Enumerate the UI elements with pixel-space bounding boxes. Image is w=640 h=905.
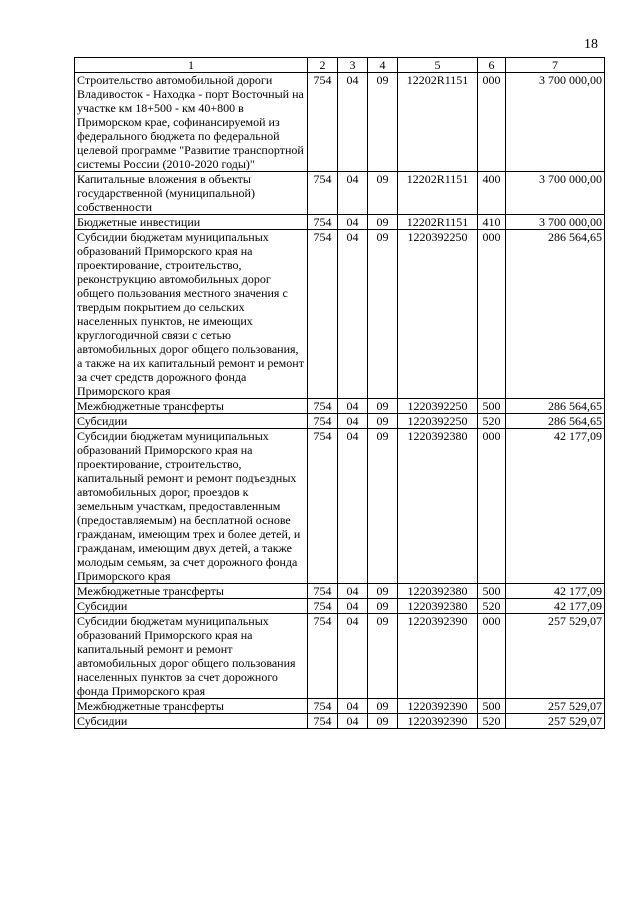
cell-target-article: 1220392250 — [398, 399, 478, 414]
cell-amount: 257 529,07 — [506, 699, 605, 714]
cell-expense-type: 000 — [478, 73, 506, 172]
cell-amount: 257 529,07 — [506, 614, 605, 699]
cell-subsection: 09 — [368, 429, 398, 584]
cell-expense-type: 500 — [478, 399, 506, 414]
cell-ministry: 754 — [308, 699, 338, 714]
cell-amount: 3 700 000,00 — [506, 215, 605, 230]
page-number: 18 — [584, 37, 598, 52]
cell-target-article: 1220392250 — [398, 230, 478, 399]
column-header: 2 — [308, 58, 338, 73]
cell-target-article: 1220392250 — [398, 414, 478, 429]
cell-subsection: 09 — [368, 230, 398, 399]
row-name: Субсидии — [75, 599, 308, 614]
row-name: Межбюджетные трансферты — [75, 399, 308, 414]
cell-amount: 286 564,65 — [506, 399, 605, 414]
cell-expense-type: 520 — [478, 414, 506, 429]
cell-subsection: 09 — [368, 172, 398, 215]
cell-expense-type: 520 — [478, 599, 506, 614]
cell-subsection: 09 — [368, 215, 398, 230]
cell-expense-type: 410 — [478, 215, 506, 230]
cell-section: 04 — [338, 215, 368, 230]
cell-amount: 257 529,07 — [506, 714, 605, 729]
cell-target-article: 1220392380 — [398, 599, 478, 614]
cell-section: 04 — [338, 429, 368, 584]
cell-expense-type: 400 — [478, 172, 506, 215]
cell-ministry: 754 — [308, 215, 338, 230]
cell-section: 04 — [338, 584, 368, 599]
cell-subsection: 09 — [368, 614, 398, 699]
cell-amount: 42 177,09 — [506, 429, 605, 584]
table-row — [75, 172, 605, 215]
row-name: Бюджетные инвестиции — [75, 215, 308, 230]
cell-section: 04 — [338, 230, 368, 399]
cell-subsection: 09 — [368, 399, 398, 414]
cell-ministry: 754 — [308, 172, 338, 215]
cell-subsection: 09 — [368, 73, 398, 172]
cell-section: 04 — [338, 714, 368, 729]
cell-ministry: 754 — [308, 599, 338, 614]
cell-amount: 42 177,09 — [506, 599, 605, 614]
cell-expense-type: 500 — [478, 584, 506, 599]
table-row — [75, 429, 605, 584]
cell-subsection: 09 — [368, 599, 398, 614]
cell-ministry: 754 — [308, 429, 338, 584]
table-row — [75, 215, 605, 230]
cell-expense-type: 520 — [478, 714, 506, 729]
row-name: Строительство автомобильной дороги Владивосток - Находка - порт Восточный на участке км 18+500 - км 40+800 в Приморском крае, софинансируемой из федерального бюджета по федеральной целевой программе "Развитие транспортной системы России (2010-2020 годы)" — [75, 73, 308, 172]
row-name: Капитальные вложения в объекты государственной (муниципальной) собственности — [75, 172, 308, 215]
cell-section: 04 — [338, 172, 368, 215]
cell-target-article: 12202R1151 — [398, 73, 478, 172]
cell-target-article: 1220392380 — [398, 429, 478, 584]
cell-target-article: 1220392390 — [398, 614, 478, 699]
column-header: 3 — [338, 58, 368, 73]
cell-amount: 286 564,65 — [506, 230, 605, 399]
table-row — [75, 230, 605, 399]
column-header: 7 — [506, 58, 605, 73]
cell-ministry: 754 — [308, 399, 338, 414]
cell-target-article: 12202R1151 — [398, 172, 478, 215]
cell-section: 04 — [338, 399, 368, 414]
table-row — [75, 399, 605, 414]
cell-amount: 42 177,09 — [506, 584, 605, 599]
table-row — [75, 614, 605, 699]
table-row — [75, 414, 605, 429]
column-header: 4 — [368, 58, 398, 73]
cell-section: 04 — [338, 614, 368, 699]
cell-ministry: 754 — [308, 714, 338, 729]
cell-ministry: 754 — [308, 614, 338, 699]
cell-section: 04 — [338, 73, 368, 172]
cell-ministry: 754 — [308, 73, 338, 172]
column-header: 1 — [75, 58, 308, 73]
header-row — [75, 58, 605, 73]
row-name: Межбюджетные трансферты — [75, 699, 308, 714]
row-name: Субсидии бюджетам муниципальных образований Приморского края на проектирование, строительство, капитальный ремонт и ремонт подъездных автомобильных дорог, проездов к земельным участкам, предоставленным (предоставляемым) на бесплатной основе гражданам, имеющим трех и более детей, и гражданам, имеющим двух детей, а также молодым семьям, за счет дорожного фонда Приморского края — [75, 429, 308, 584]
budget-table — [74, 57, 605, 729]
cell-amount: 3 700 000,00 — [506, 172, 605, 215]
cell-expense-type: 000 — [478, 230, 506, 399]
table-row — [75, 73, 605, 172]
table-row — [75, 599, 605, 614]
table-row — [75, 584, 605, 599]
cell-subsection: 09 — [368, 414, 398, 429]
row-name: Субсидии — [75, 714, 308, 729]
cell-expense-type: 000 — [478, 614, 506, 699]
cell-ministry: 754 — [308, 230, 338, 399]
cell-ministry: 754 — [308, 414, 338, 429]
row-name: Субсидии бюджетам муниципальных образований Приморского края на проектирование, строительство, реконструкцию автомобильных дорог общего пользования местного значения с твердым покрытием до сельских населенных пунктов, не имеющих круглогодичной связи с сетью автомобильных дорог общего пользования, а также на их капитальный ремонт и ремонт за счет средств дорожного фонда Приморского края — [75, 230, 308, 399]
cell-subsection: 09 — [368, 699, 398, 714]
cell-amount: 3 700 000,00 — [506, 73, 605, 172]
cell-section: 04 — [338, 699, 368, 714]
cell-section: 04 — [338, 599, 368, 614]
cell-expense-type: 000 — [478, 429, 506, 584]
cell-expense-type: 500 — [478, 699, 506, 714]
cell-subsection: 09 — [368, 584, 398, 599]
cell-subsection: 09 — [368, 714, 398, 729]
column-header: 6 — [478, 58, 506, 73]
row-name: Субсидии — [75, 414, 308, 429]
row-name: Межбюджетные трансферты — [75, 584, 308, 599]
cell-ministry: 754 — [308, 584, 338, 599]
table-row — [75, 714, 605, 729]
cell-target-article: 12202R1151 — [398, 215, 478, 230]
cell-target-article: 1220392380 — [398, 584, 478, 599]
cell-target-article: 1220392390 — [398, 699, 478, 714]
cell-target-article: 1220392390 — [398, 714, 478, 729]
cell-amount: 286 564,65 — [506, 414, 605, 429]
column-header: 5 — [398, 58, 478, 73]
table-row — [75, 699, 605, 714]
row-name: Субсидии бюджетам муниципальных образований Приморского края на капитальный ремонт и ремонт автомобильных дорог общего пользования населенных пунктов за счет дорожного фонда Приморского края — [75, 614, 308, 699]
cell-section: 04 — [338, 414, 368, 429]
